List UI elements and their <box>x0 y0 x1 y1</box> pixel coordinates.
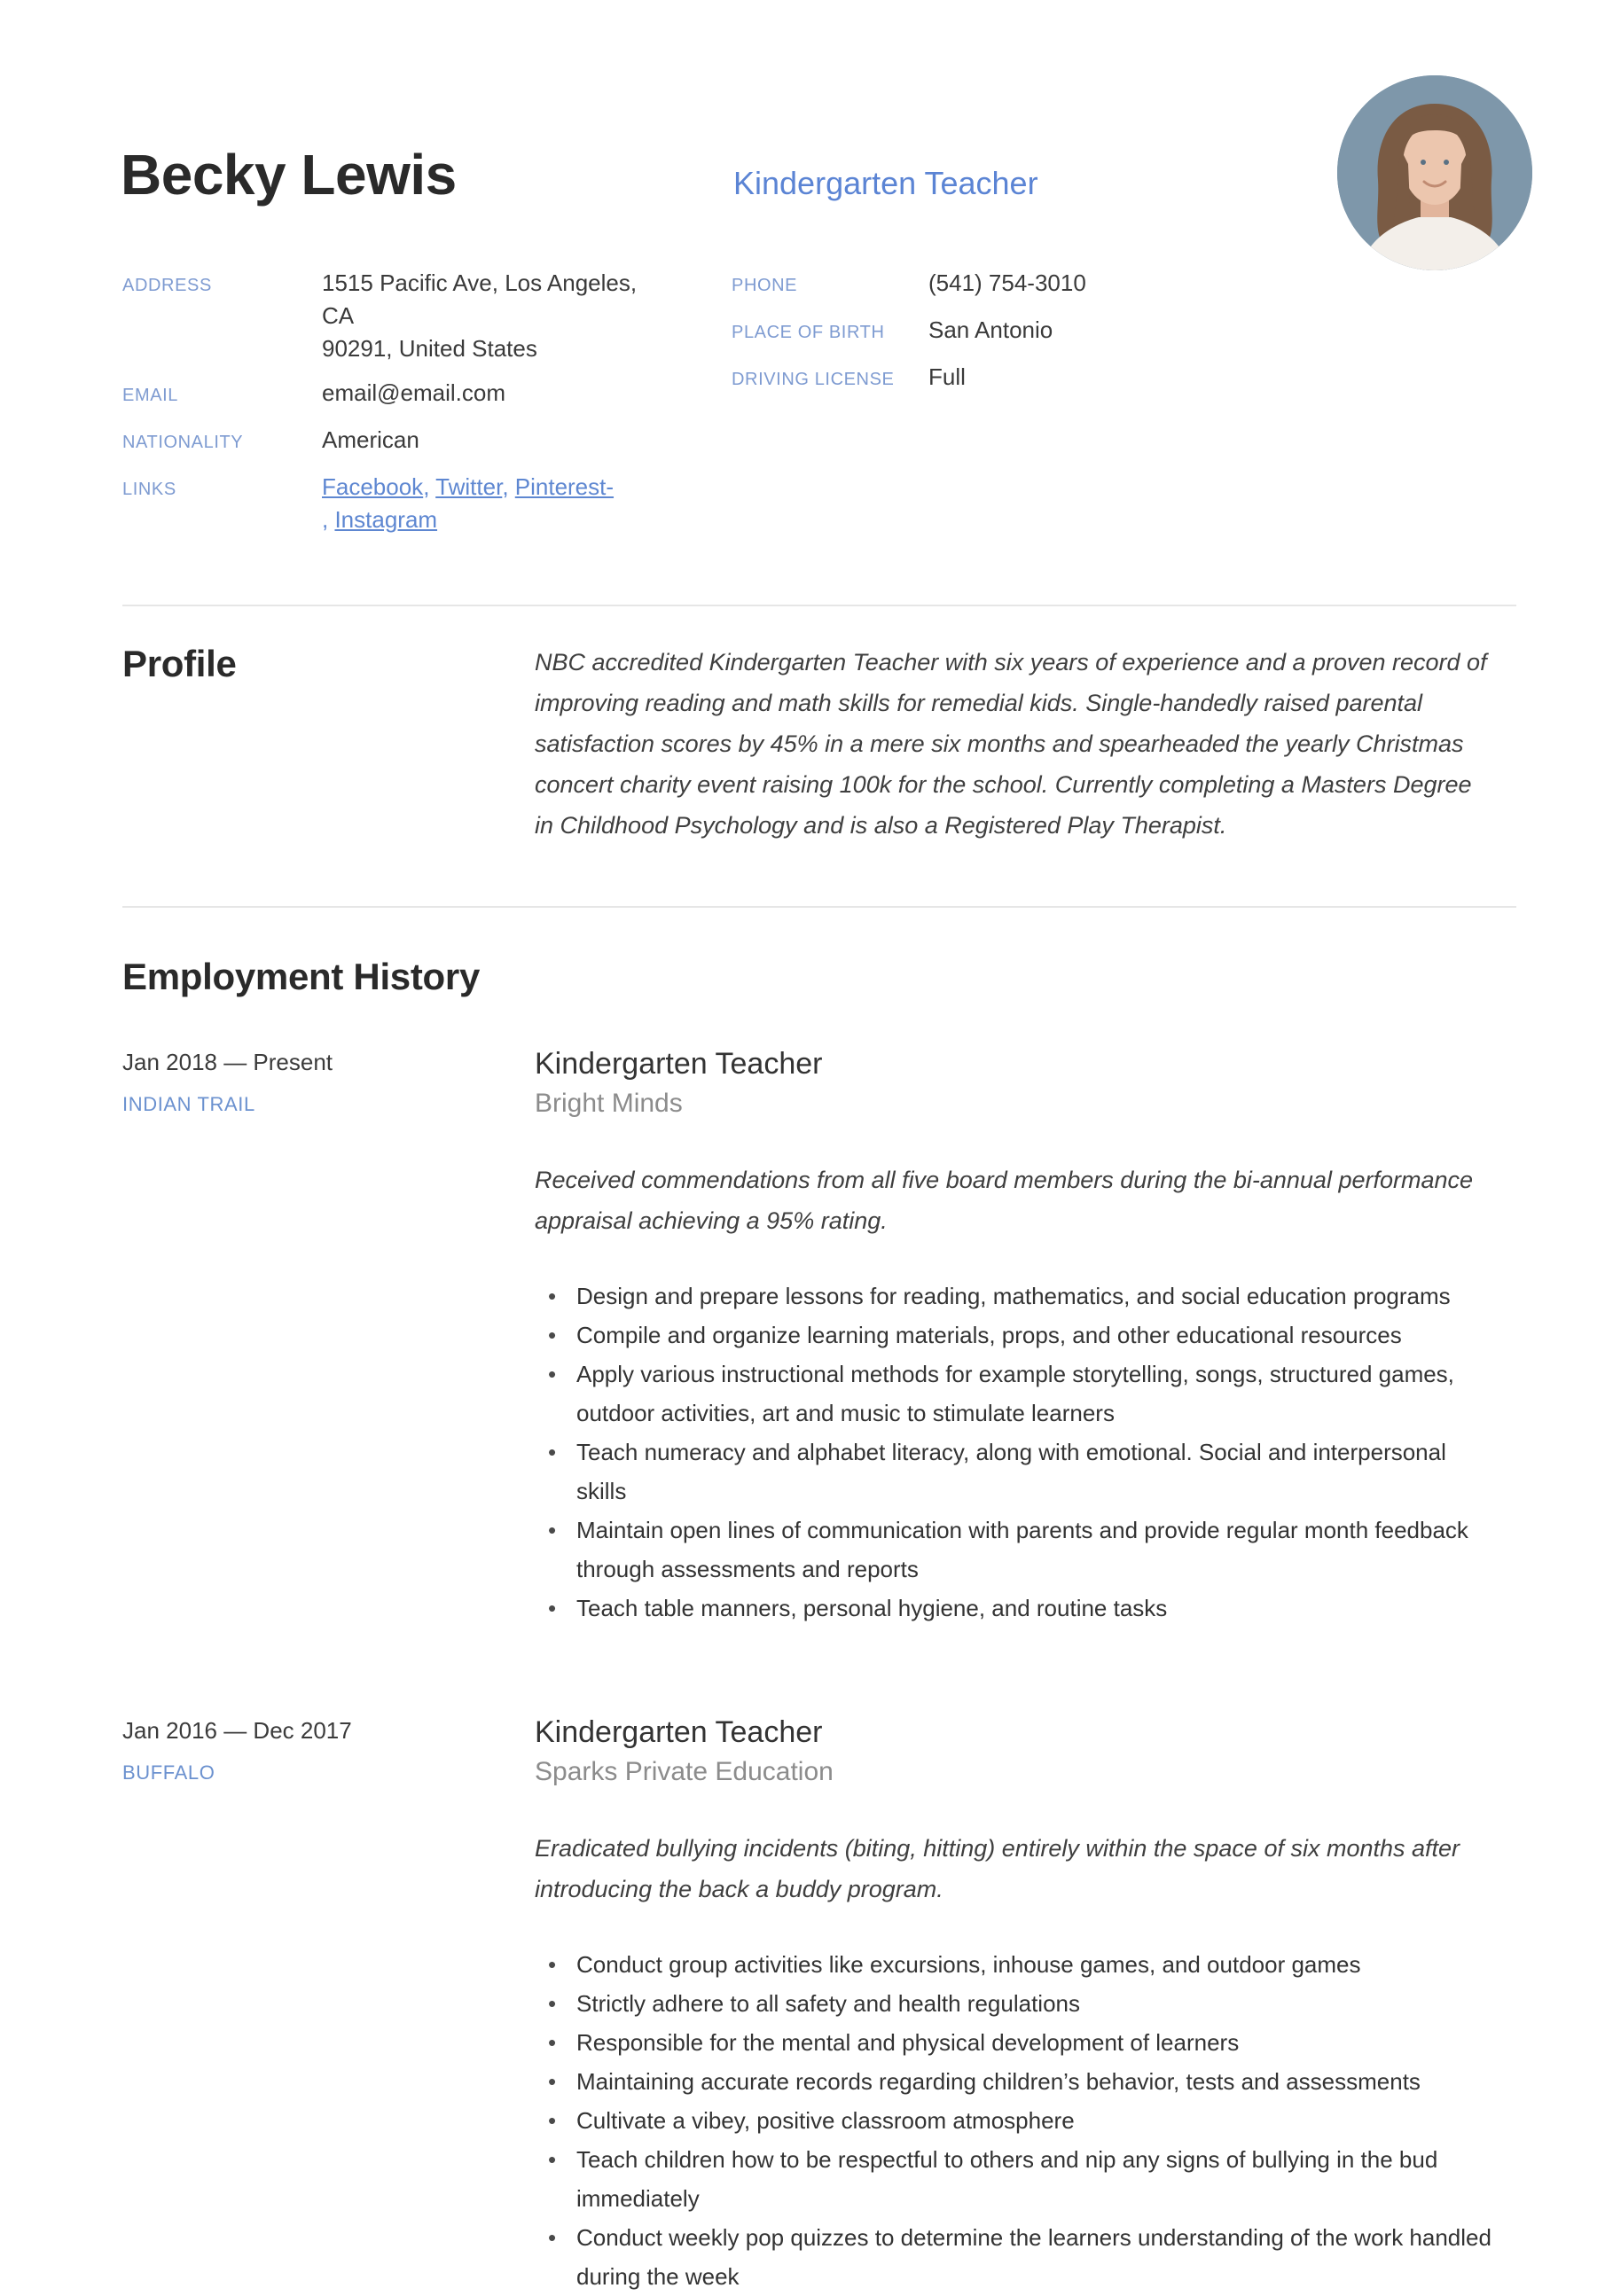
job-meta <box>122 1044 535 1628</box>
contact-row-links <box>122 471 643 536</box>
bullet-item: • Conduct weekly pop quizzes to determine the learners understanding of the work handled during the week <box>535 2218 1492 2296</box>
link-twitter[interactable]: Twitter <box>435 473 503 500</box>
driving-license-value: Full <box>928 363 966 390</box>
links-value <box>322 471 614 536</box>
employment-history-heading: Employment History <box>122 956 481 997</box>
person-name: Becky Lewis <box>121 143 457 207</box>
job-details <box>535 1713 1492 2296</box>
link-pinterest[interactable]: Pinterest- <box>514 473 615 500</box>
job-bullet-list <box>535 1945 1492 2296</box>
address-line-1: 1515 Pacific Ave, Los Angeles, CA <box>322 269 638 329</box>
email-value: email@email.com <box>322 379 505 406</box>
bullet-item: • Design and prepare lessons for reading, mathematics, and social education programs <box>535 1277 1492 1316</box>
links-label: LINKS <box>122 480 176 499</box>
phone-value: (541) 754-3010 <box>928 269 1086 296</box>
employment-entry <box>122 1713 1516 2296</box>
bullet-item: • Teach table manners, personal hygiene, and routine tasks <box>535 1589 1492 1628</box>
bullet-item: • Maintaining accurate records regarding children’s behavior, tests and assessments <box>535 2062 1492 2101</box>
profile-photo <box>1337 75 1532 270</box>
bullet-item: • Conduct group activities like excursions, inhouse games, and outdoor games <box>535 1945 1492 1984</box>
employment-entry <box>122 1044 1516 1628</box>
job-dates: Jan 2018 — Present <box>122 1049 333 1075</box>
bullet-item: • Teach children how to be respectful to others and nip any signs of bullying in the bud immediately <box>535 2140 1492 2218</box>
job-meta <box>122 1713 535 2296</box>
contact-column-right <box>732 267 1086 548</box>
portrait-illustration <box>1337 75 1532 270</box>
address-label: ADDRESS <box>122 276 212 295</box>
address-line-2: 90291, United States <box>322 335 537 362</box>
email-label: EMAIL <box>122 386 179 405</box>
place-of-birth-label: PLACE OF BIRTH <box>732 323 885 342</box>
bullet-item: • Strictly adhere to all safety and health regulations <box>535 1984 1492 2023</box>
contact-row-phone <box>732 267 1086 302</box>
job-summary: Received commendations from all five board members during the bi-annual performance appraisal achieving a 95% rating. <box>535 1167 1474 1234</box>
address-value <box>322 267 643 365</box>
job-dates: Jan 2016 — Dec 2017 <box>122 1717 352 1744</box>
bullet-item: • Responsible for the mental and physical development of learners <box>535 2023 1492 2062</box>
job-summary: Eradicated bullying incidents (biting, hitting) entirely within the space of six months after introducing the back a buddy program. <box>535 1835 1460 1902</box>
nationality-value: American <box>322 426 419 453</box>
contact-section <box>122 267 1516 548</box>
job-bullet-list <box>535 1277 1492 1628</box>
bullet-item: • Maintain open lines of communication with parents and provide regular month feedback through assessments and reports <box>535 1511 1492 1589</box>
job-company: Bright Minds <box>535 1089 683 1118</box>
links-separator: , <box>502 473 515 500</box>
divider <box>122 906 1516 908</box>
job-details <box>535 1044 1492 1628</box>
job-title: Kindergarten Teacher <box>535 1047 823 1081</box>
profile-heading: Profile <box>122 643 237 684</box>
contact-column-left <box>122 267 643 548</box>
bullet-item: • Apply various instructional methods for example storytelling, songs, structured games, outdoor activities, art and music to stimulate learners <box>535 1355 1492 1433</box>
link-instagram[interactable]: Instagram <box>334 506 438 533</box>
bullet-item: • Teach numeracy and alphabet literacy, along with emotional. Social and interpersonal skills <box>535 1433 1492 1511</box>
contact-row-email <box>122 377 643 412</box>
bullet-item: • Compile and organize learning materials, props, and other educational resources <box>535 1316 1492 1355</box>
bullet-item: • Cultivate a vibey, positive classroom atmosphere <box>535 2101 1492 2140</box>
contact-row-place-of-birth <box>732 314 1086 349</box>
job-company: Sparks Private Education <box>535 1757 834 1786</box>
divider <box>122 605 1516 606</box>
contact-row-address <box>122 267 643 365</box>
contact-row-driving-license <box>732 361 1086 396</box>
nationality-label: NATIONALITY <box>122 433 244 452</box>
place-of-birth-value: San Antonio <box>928 316 1053 343</box>
links-separator: , <box>423 473 436 500</box>
profile-section <box>122 642 1516 846</box>
driving-license-label: DRIVING LICENSE <box>732 370 895 389</box>
profile-text: NBC accredited Kindergarten Teacher with six years of experience and a proven record of improving reading and math skills for remedial kids. Single-handedly raised parental satisfaction scores by 45% in a mere six months and spearheaded the yearly Christmas concert charity event raising 100k for the school. Currently completing a Masters Degree in Childhood Psychology and is also a Registered Play Therapist. <box>535 649 1487 839</box>
job-location: BUFFALO <box>122 1761 215 1784</box>
job-location: INDIAN TRAIL <box>122 1093 255 1115</box>
job-title: Kindergarten Teacher <box>535 1715 823 1749</box>
links-separator: , <box>322 506 335 533</box>
contact-row-nationality <box>122 424 643 459</box>
header <box>121 130 1516 207</box>
link-facebook[interactable]: Facebook <box>322 473 424 500</box>
job-title-subtitle: Kindergarten Teacher <box>733 165 1038 201</box>
phone-label: PHONE <box>732 276 798 295</box>
